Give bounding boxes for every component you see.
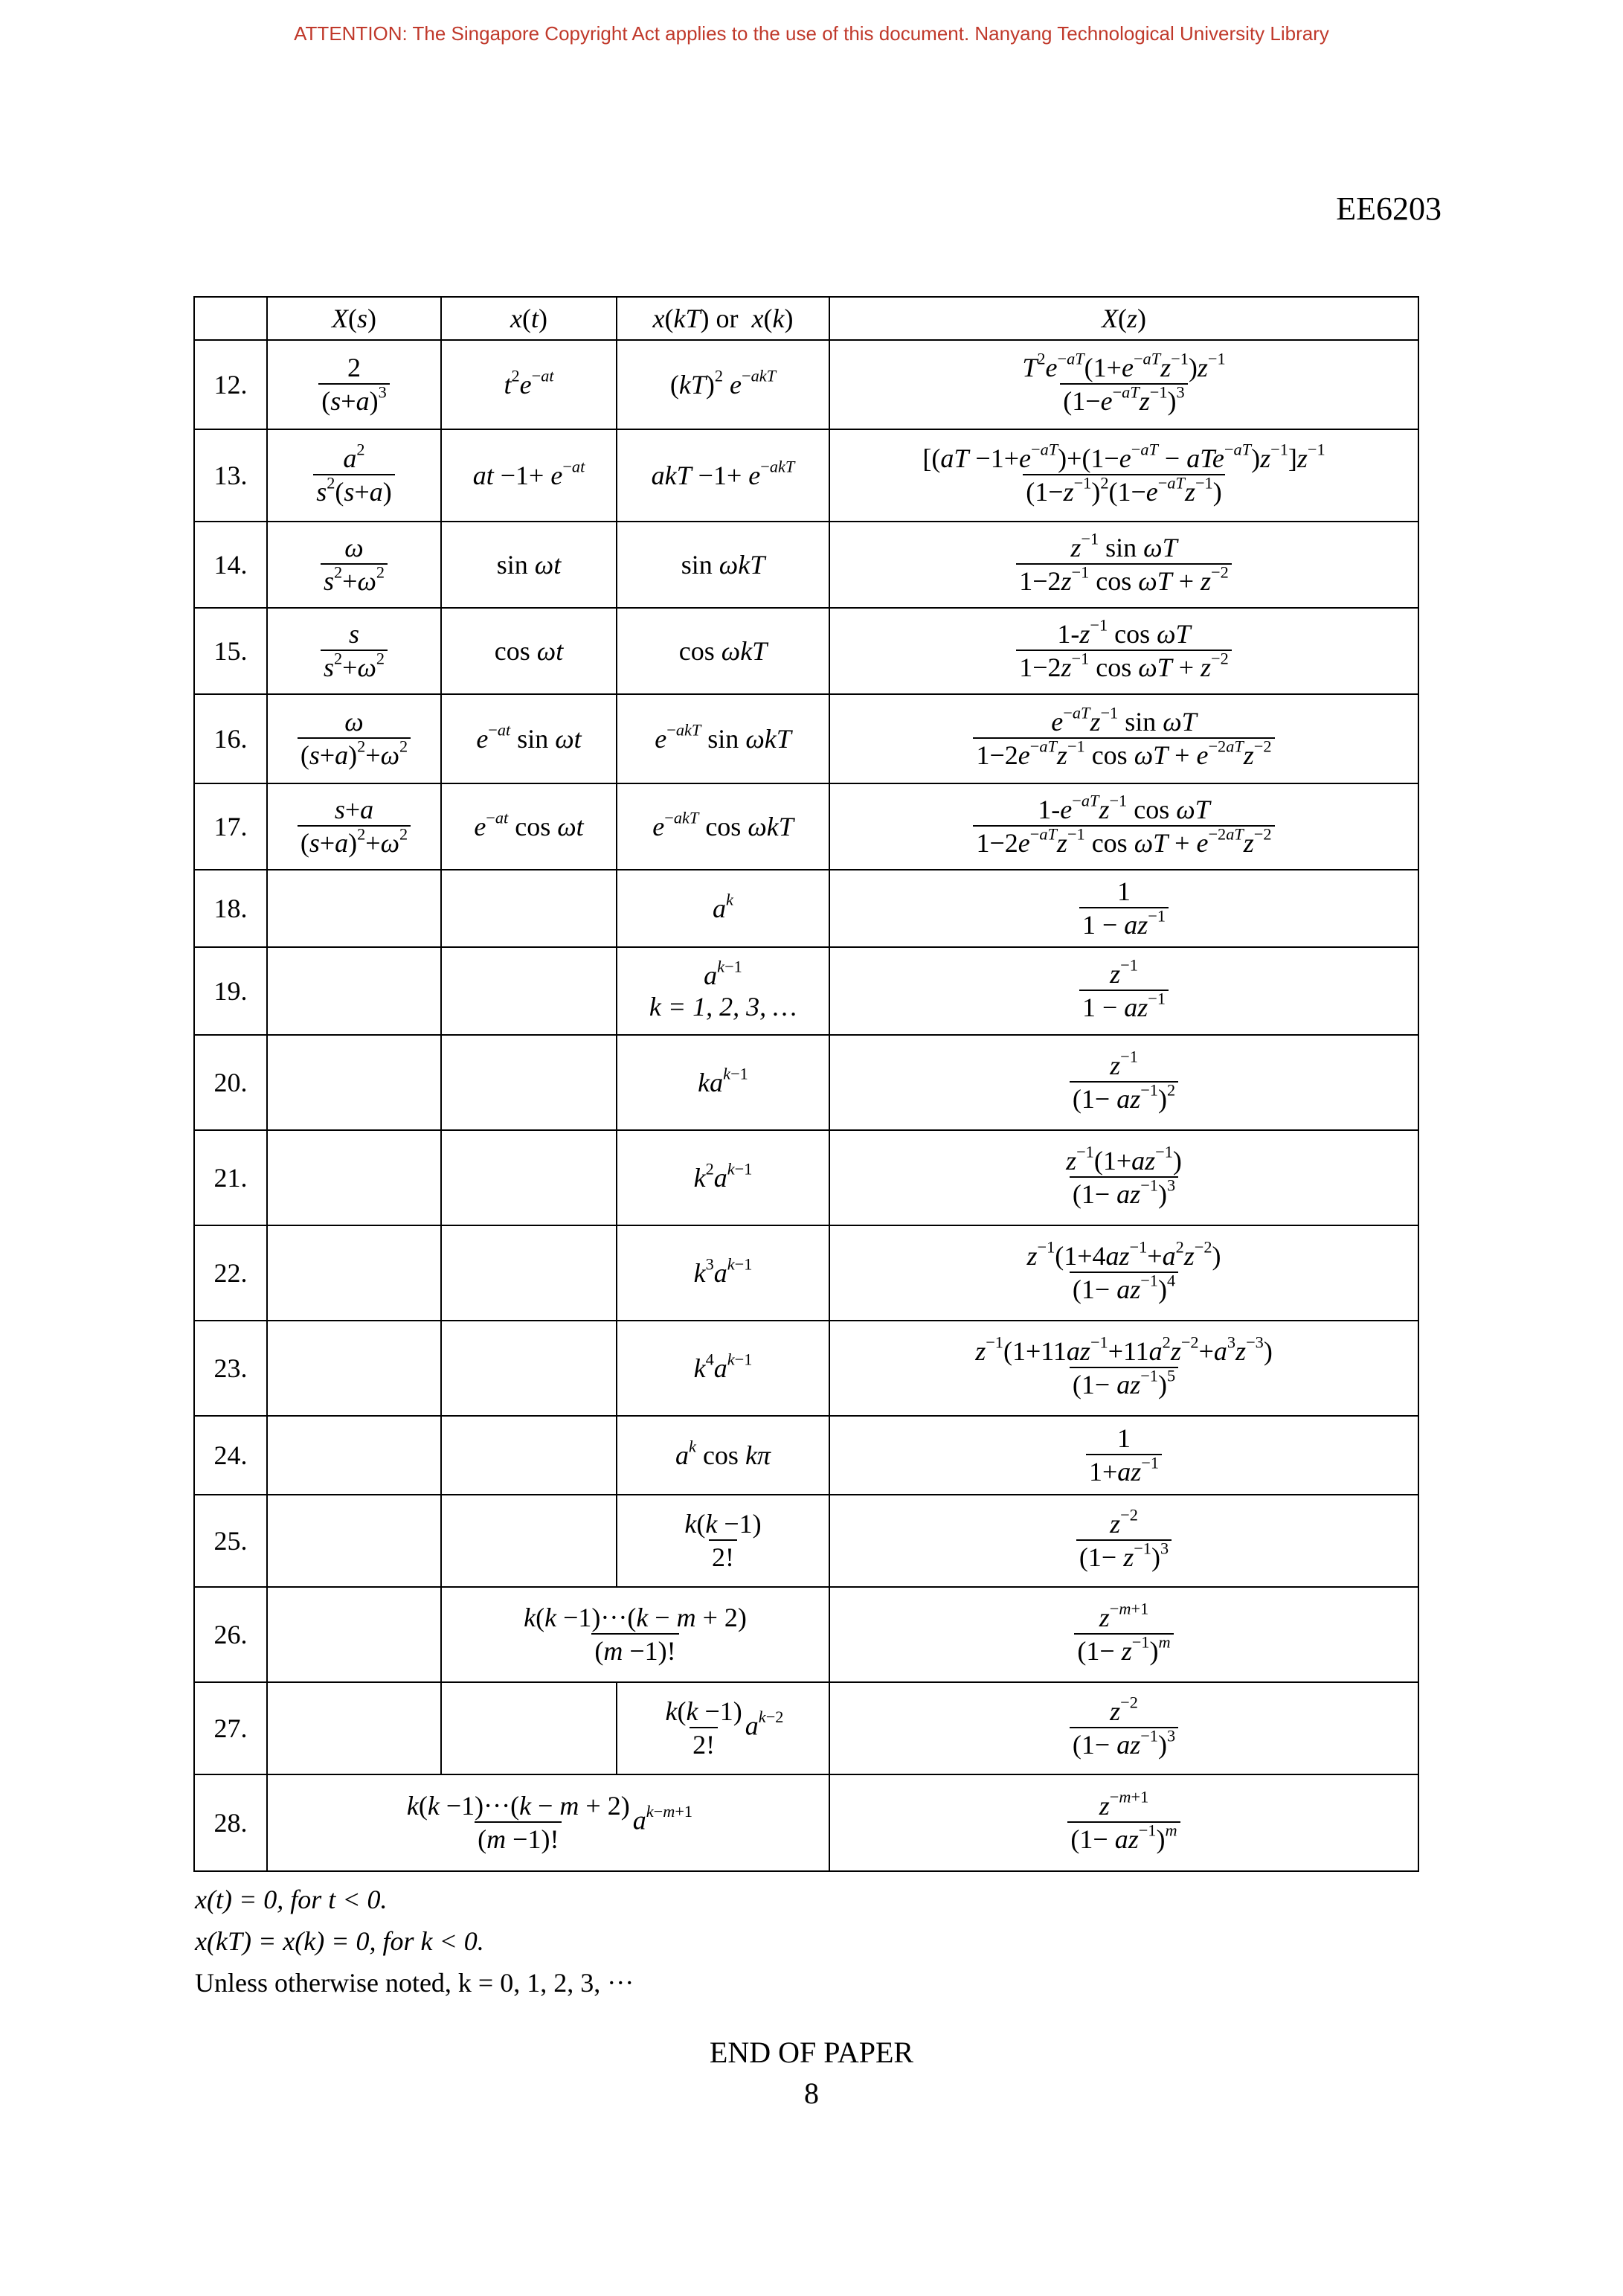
time-cell: $t^2e^{-at}$	[441, 340, 617, 429]
header-xt: x(t)	[441, 297, 617, 340]
note-line: Unless otherwise noted, k = 0, 1, 2, 3, ···	[195, 1968, 634, 1998]
discrete-cell: $\frac{k(k -1)\cdot\cdot\cdot(k - m + 2)}{(m -1)!}$ $a^{k-m+1}$	[267, 1774, 829, 1871]
table-row	[194, 1774, 1418, 1871]
table-row	[194, 1682, 1418, 1774]
discrete-cell: $\frac{k(k -1)\cdot\cdot\cdot(k - m + 2)}{(m -1)!}$	[441, 1587, 829, 1682]
discrete-cell: $k^3a^{k-1}$	[617, 1225, 829, 1321]
table-header-row	[194, 297, 1418, 340]
table-row	[194, 947, 1418, 1035]
time-cell: cos ωt	[441, 608, 617, 694]
z-transform-table	[193, 296, 1419, 1872]
discrete-cell: $a^k$ cos kπ	[617, 1416, 829, 1495]
table-row	[194, 340, 1418, 429]
table-row	[194, 1035, 1418, 1130]
table-notes	[195, 1879, 634, 2004]
header-xz: X(z)	[829, 297, 1418, 340]
z-cell: $\frac{1-z^{-1} \cos \omega T}{1-2z^{-1} \cos \omega T + z^{-2}}$	[829, 608, 1418, 694]
table-row	[194, 429, 1418, 522]
row-number: 26.	[194, 1587, 267, 1682]
z-cell: $\frac{z^{-m+1}}{(1- z^{-1})^m}$	[829, 1587, 1418, 1682]
time-cell: $e^{-at}$ sin ωt	[441, 694, 617, 783]
laplace-cell: $\frac{s}{s^2+\omega^2}$	[267, 608, 441, 694]
discrete-cell: $k^4a^{k-1}$	[617, 1321, 829, 1416]
table-row	[194, 694, 1418, 783]
discrete-cell: $e^{-akT}$ sin ωkT	[617, 694, 829, 783]
copyright-notice: ATTENTION: The Singapore Copyright Act applies to the use of this document. Nanyang Technological University Library	[294, 22, 1329, 45]
discrete-cell: sin ωkT	[617, 522, 829, 608]
time-cell: at $-1+ e^{-at}$	[441, 429, 617, 522]
z-cell: $\frac{1}{1+az^{-1}}$	[829, 1416, 1418, 1495]
row-number: 24.	[194, 1416, 267, 1495]
table-row	[194, 608, 1418, 694]
row-number: 18.	[194, 870, 267, 947]
discrete-cell: $\frac{k(k -1)}{2!}$ $a^{k-2}$	[617, 1682, 829, 1774]
laplace-cell: $\frac{a^2}{s^2(s+a)}$	[267, 429, 441, 522]
row-number: 21.	[194, 1130, 267, 1225]
table-row	[194, 1130, 1418, 1225]
discrete-cell: $ka^{k-1}$	[617, 1035, 829, 1130]
row-number: 23.	[194, 1321, 267, 1416]
z-cell: $\frac{[(aT -1+e^{-aT})+(1-e^{-aT} - aTe^{-aT})z^{-1}]z^{-1}}{(1-z^{-1})^2(1-e^{-aT}z^{-1})}$	[829, 429, 1418, 522]
laplace-cell: $\frac{2}{(s+a)^3}$	[267, 340, 441, 429]
z-cell: $\frac{z^{-1}(1+az^{-1})}{(1- az^{-1})^3}$	[829, 1130, 1418, 1225]
index-range: k = 1, 2, 3, …	[649, 992, 797, 1022]
header-xs: X(s)	[267, 297, 441, 340]
z-cell: $\frac{z^{-1}(1+4az^{-1}+a^2z^{-2})}{(1- az^{-1})^4}$	[829, 1225, 1418, 1321]
time-cell: sin ωt	[441, 522, 617, 608]
row-number: 28.	[194, 1774, 267, 1871]
laplace-cell: $\frac{\omega}{(s+a)^2+\omega^2}$	[267, 694, 441, 783]
course-code: EE6203	[1336, 190, 1442, 227]
discrete-cell: cos ωkT	[617, 608, 829, 694]
z-cell: $\frac{1}{1 - az^{-1}}$	[829, 870, 1418, 947]
note-line: x(kT) = x(k) = 0, for k < 0.	[195, 1926, 484, 1956]
table-row	[194, 1225, 1418, 1321]
row-number: 12.	[194, 340, 267, 429]
row-number: 13.	[194, 429, 267, 522]
discrete-cell: $\frac{k(k -1)}{2!}$	[617, 1495, 829, 1587]
table-row	[194, 783, 1418, 870]
table-row	[194, 870, 1418, 947]
discrete-cell: akT $-1+ e^{-akT}$	[617, 429, 829, 522]
table-row	[194, 1321, 1418, 1416]
page-number: 8	[804, 2077, 819, 2110]
table-row	[194, 1495, 1418, 1587]
z-cell: $\frac{z^{-2}}{(1- az^{-1})^3}$	[829, 1682, 1418, 1774]
end-of-paper: END OF PAPER	[709, 2036, 914, 2069]
row-number: 22.	[194, 1225, 267, 1321]
z-cell: $\frac{z^{-1}}{1 - az^{-1}}$	[829, 947, 1418, 1035]
discrete-cell: $e^{-akT}$ cos ωkT	[617, 783, 829, 870]
z-cell: $\frac{z^{-1}(1+11az^{-1}+11a^2z^{-2}+a^3z^{-3})}{(1- az^{-1})^5}$	[829, 1321, 1418, 1416]
note-line: x(t) = 0, for t < 0.	[195, 1885, 388, 1914]
z-cell: $\frac{z^{-1}}{(1- az^{-1})^2}$	[829, 1035, 1418, 1130]
row-number: 14.	[194, 522, 267, 608]
row-number: 19.	[194, 947, 267, 1035]
laplace-cell: $\frac{s+a}{(s+a)^2+\omega^2}$	[267, 783, 441, 870]
discrete-cell: $k^2a^{k-1}$	[617, 1130, 829, 1225]
discrete-cell: $a^{k-1}$ k = 1, 2, 3, …	[617, 947, 829, 1035]
table-row	[194, 1587, 1418, 1682]
row-number: 17.	[194, 783, 267, 870]
header-number	[194, 297, 267, 340]
laplace-cell: $\frac{\omega}{s^2+\omega^2}$	[267, 522, 441, 608]
z-cell: $\frac{1-e^{-aT}z^{-1} \cos \omega T}{1-2e^{-aT}z^{-1} \cos \omega T + e^{-2aT}z^{-2}}$	[829, 783, 1418, 870]
row-number: 27.	[194, 1682, 267, 1774]
table-row	[194, 1416, 1418, 1495]
z-cell: $\frac{T^2e^{-aT}(1+e^{-aT}z^{-1})z^{-1}}{(1-e^{-aT}z^{-1})^3}$	[829, 340, 1418, 429]
discrete-cell: (kT)$^2$ $e^{-akT}$	[617, 340, 829, 429]
z-cell: $\frac{e^{-aT}z^{-1} \sin \omega T}{1-2e^{-aT}z^{-1} \cos \omega T + e^{-2aT}z^{-2}}$	[829, 694, 1418, 783]
header-xkt: x(kT) or x(k)	[617, 297, 829, 340]
z-cell: $\frac{z^{-1} \sin \omega T}{1-2z^{-1} \cos \omega T + z^{-2}}$	[829, 522, 1418, 608]
table-row	[194, 522, 1418, 608]
time-cell: $e^{-at}$ cos ωt	[441, 783, 617, 870]
z-cell: $\frac{z^{-2}}{(1- z^{-1})^3}$	[829, 1495, 1418, 1587]
row-number: 15.	[194, 608, 267, 694]
z-cell: $\frac{z^{-m+1}}{(1- az^{-1})^m}$	[829, 1774, 1418, 1871]
row-number: 20.	[194, 1035, 267, 1130]
row-number: 25.	[194, 1495, 267, 1587]
discrete-cell: $a^k$	[617, 870, 829, 947]
row-number: 16.	[194, 694, 267, 783]
